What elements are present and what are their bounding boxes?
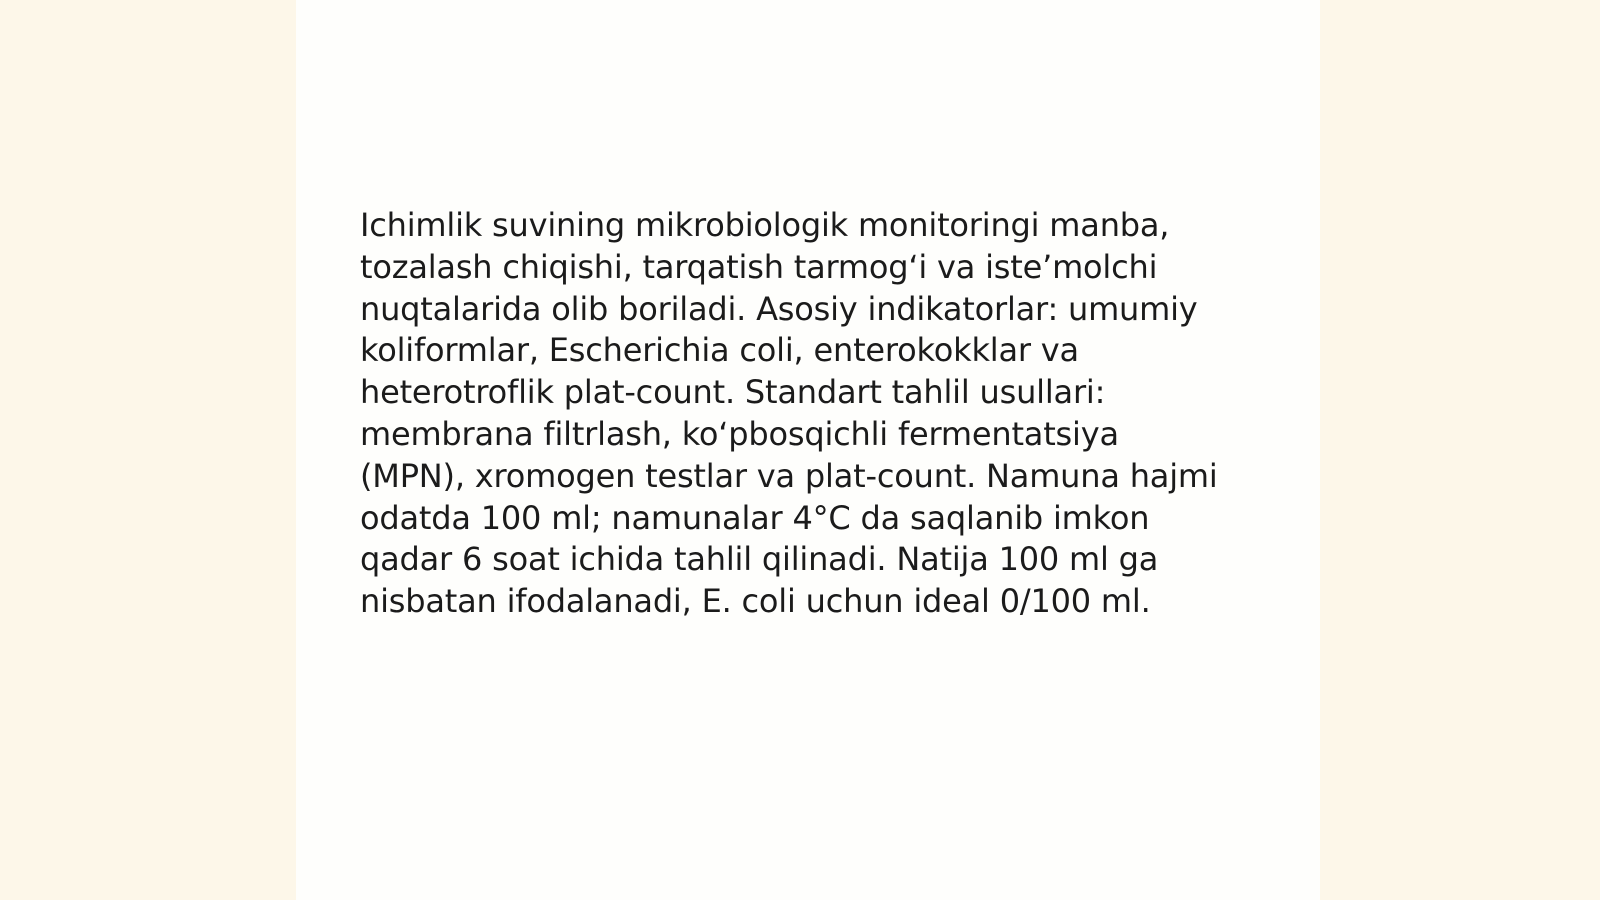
paragraph-line: membrana filtrlash, ko‘pbosqichli fermentatsiya [360,414,1119,453]
paragraph-line: Ichimlik suvining mikrobiologik monitoringi manba, [360,206,1170,244]
paragraph-line: qadar 6 soat ichida tahlil qilinadi. Natija 100 ml ga [360,540,1159,579]
paragraph-line: nisbatan ifodalanadi, E. coli uchun ideal 0/100 ml. [360,582,1151,621]
document-page [296,0,1320,900]
paragraph-line: koliformlar, Escherichia coli, enterokokklar va [360,331,1079,370]
paragraph-line: (MPN), xromogen testlar va plat-count. Namuna hajmi [360,456,1218,495]
paragraph-line: nuqtalarida olib boriladi. Asosiy indikatorlar: umumiy [360,289,1198,328]
paragraph-line: heterotroflik plat-count. Standart tahlil usullari: [360,373,1106,412]
paragraph-line: odatda 100 ml; namunalar 4°C da saqlanib imkon [360,498,1150,537]
paragraph-line: tozalash chiqishi, tarqatish tarmog‘i va iste’molchi [360,247,1158,286]
body-paragraph [360,205,1260,623]
